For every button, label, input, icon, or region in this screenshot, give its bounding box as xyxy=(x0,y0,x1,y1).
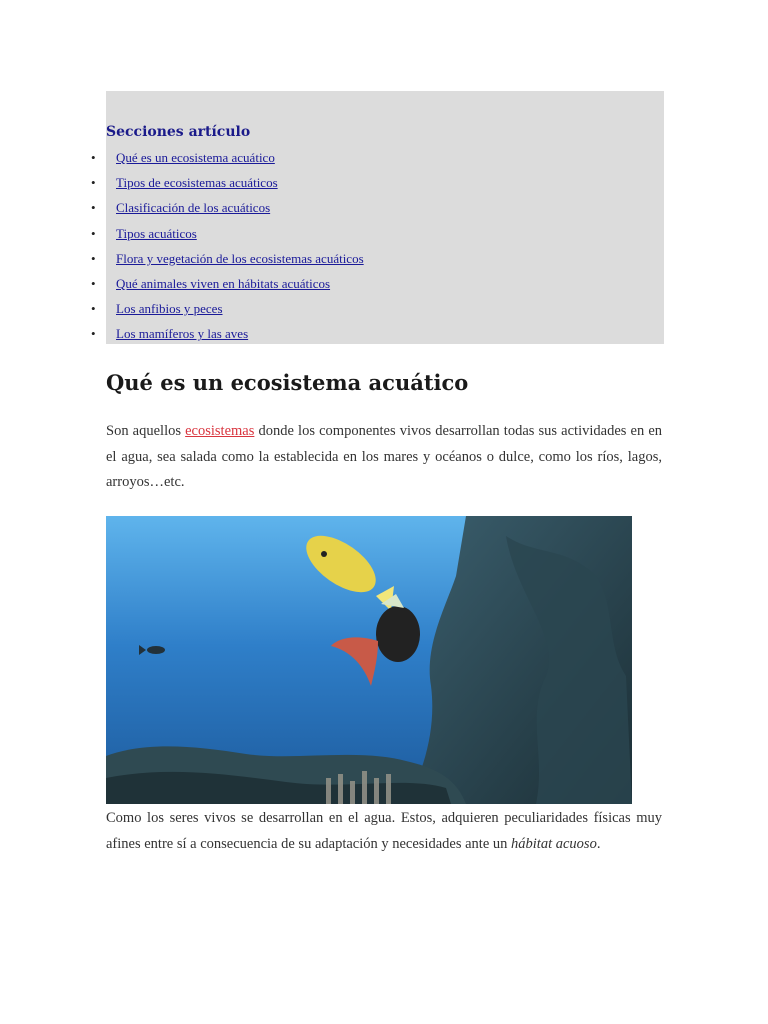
underwater-photo xyxy=(106,516,632,804)
toc-link-mamiferos[interactable]: Los mamíferos y las aves xyxy=(116,326,249,342)
bullet-icon: • xyxy=(91,175,96,191)
ecosistemas-link[interactable]: ecosistemas xyxy=(185,423,255,439)
bullet-icon: • xyxy=(91,326,96,342)
bullet-icon: • xyxy=(91,200,96,216)
toc-link-flora[interactable]: Flora y vegetación de los ecosistemas acuáticos xyxy=(116,250,364,266)
habitat-italic: hábitat acuoso xyxy=(511,835,597,852)
toc-link-animales[interactable]: Qué animales viven en hábitats acuáticos xyxy=(116,275,331,291)
bullet-icon: • xyxy=(91,250,96,266)
adaptation-paragraph xyxy=(106,806,662,857)
underwater-scene-illustration xyxy=(106,516,632,804)
toc-link-tipos-ecosistemas[interactable]: Tipos de ecosistemas acuáticos xyxy=(116,175,278,191)
toc-link-tipos-acuaticos[interactable]: Tipos acuáticos xyxy=(116,225,197,241)
bullet-icon: • xyxy=(91,301,96,317)
para2-text-start: Como los seres vivos se desarrollan en el agua. Estos, adquieren peculiaridades físicas muy afines entre sí a consecuencia de su adaptación y necesidades ante un xyxy=(106,810,662,852)
section-heading: Qué es un ecosistema acuático xyxy=(106,370,469,395)
bullet-icon: • xyxy=(91,275,96,291)
toc-link-anfibios[interactable]: Los anfibios y peces xyxy=(116,301,223,317)
toc-link-clasificacion[interactable]: Clasificación de los acuáticos xyxy=(116,200,271,216)
bullet-icon: • xyxy=(91,225,96,241)
para1-text-start: Son aquellos xyxy=(106,423,186,439)
para2-text-end: . xyxy=(596,835,601,852)
bullet-icon: • xyxy=(91,150,96,165)
toc-title: Secciones artículo xyxy=(106,124,251,140)
intro-paragraph xyxy=(106,419,662,496)
para1-text-end: donde los componentes vivos desarrollan todas sus actividades en en el agua, sea salada como la establecida en los mares y océanos o dulce, como los ríos, lagos, arroyos…etc. xyxy=(106,423,662,490)
toc-link-que-es[interactable]: Qué es un ecosistema acuático xyxy=(116,150,275,165)
